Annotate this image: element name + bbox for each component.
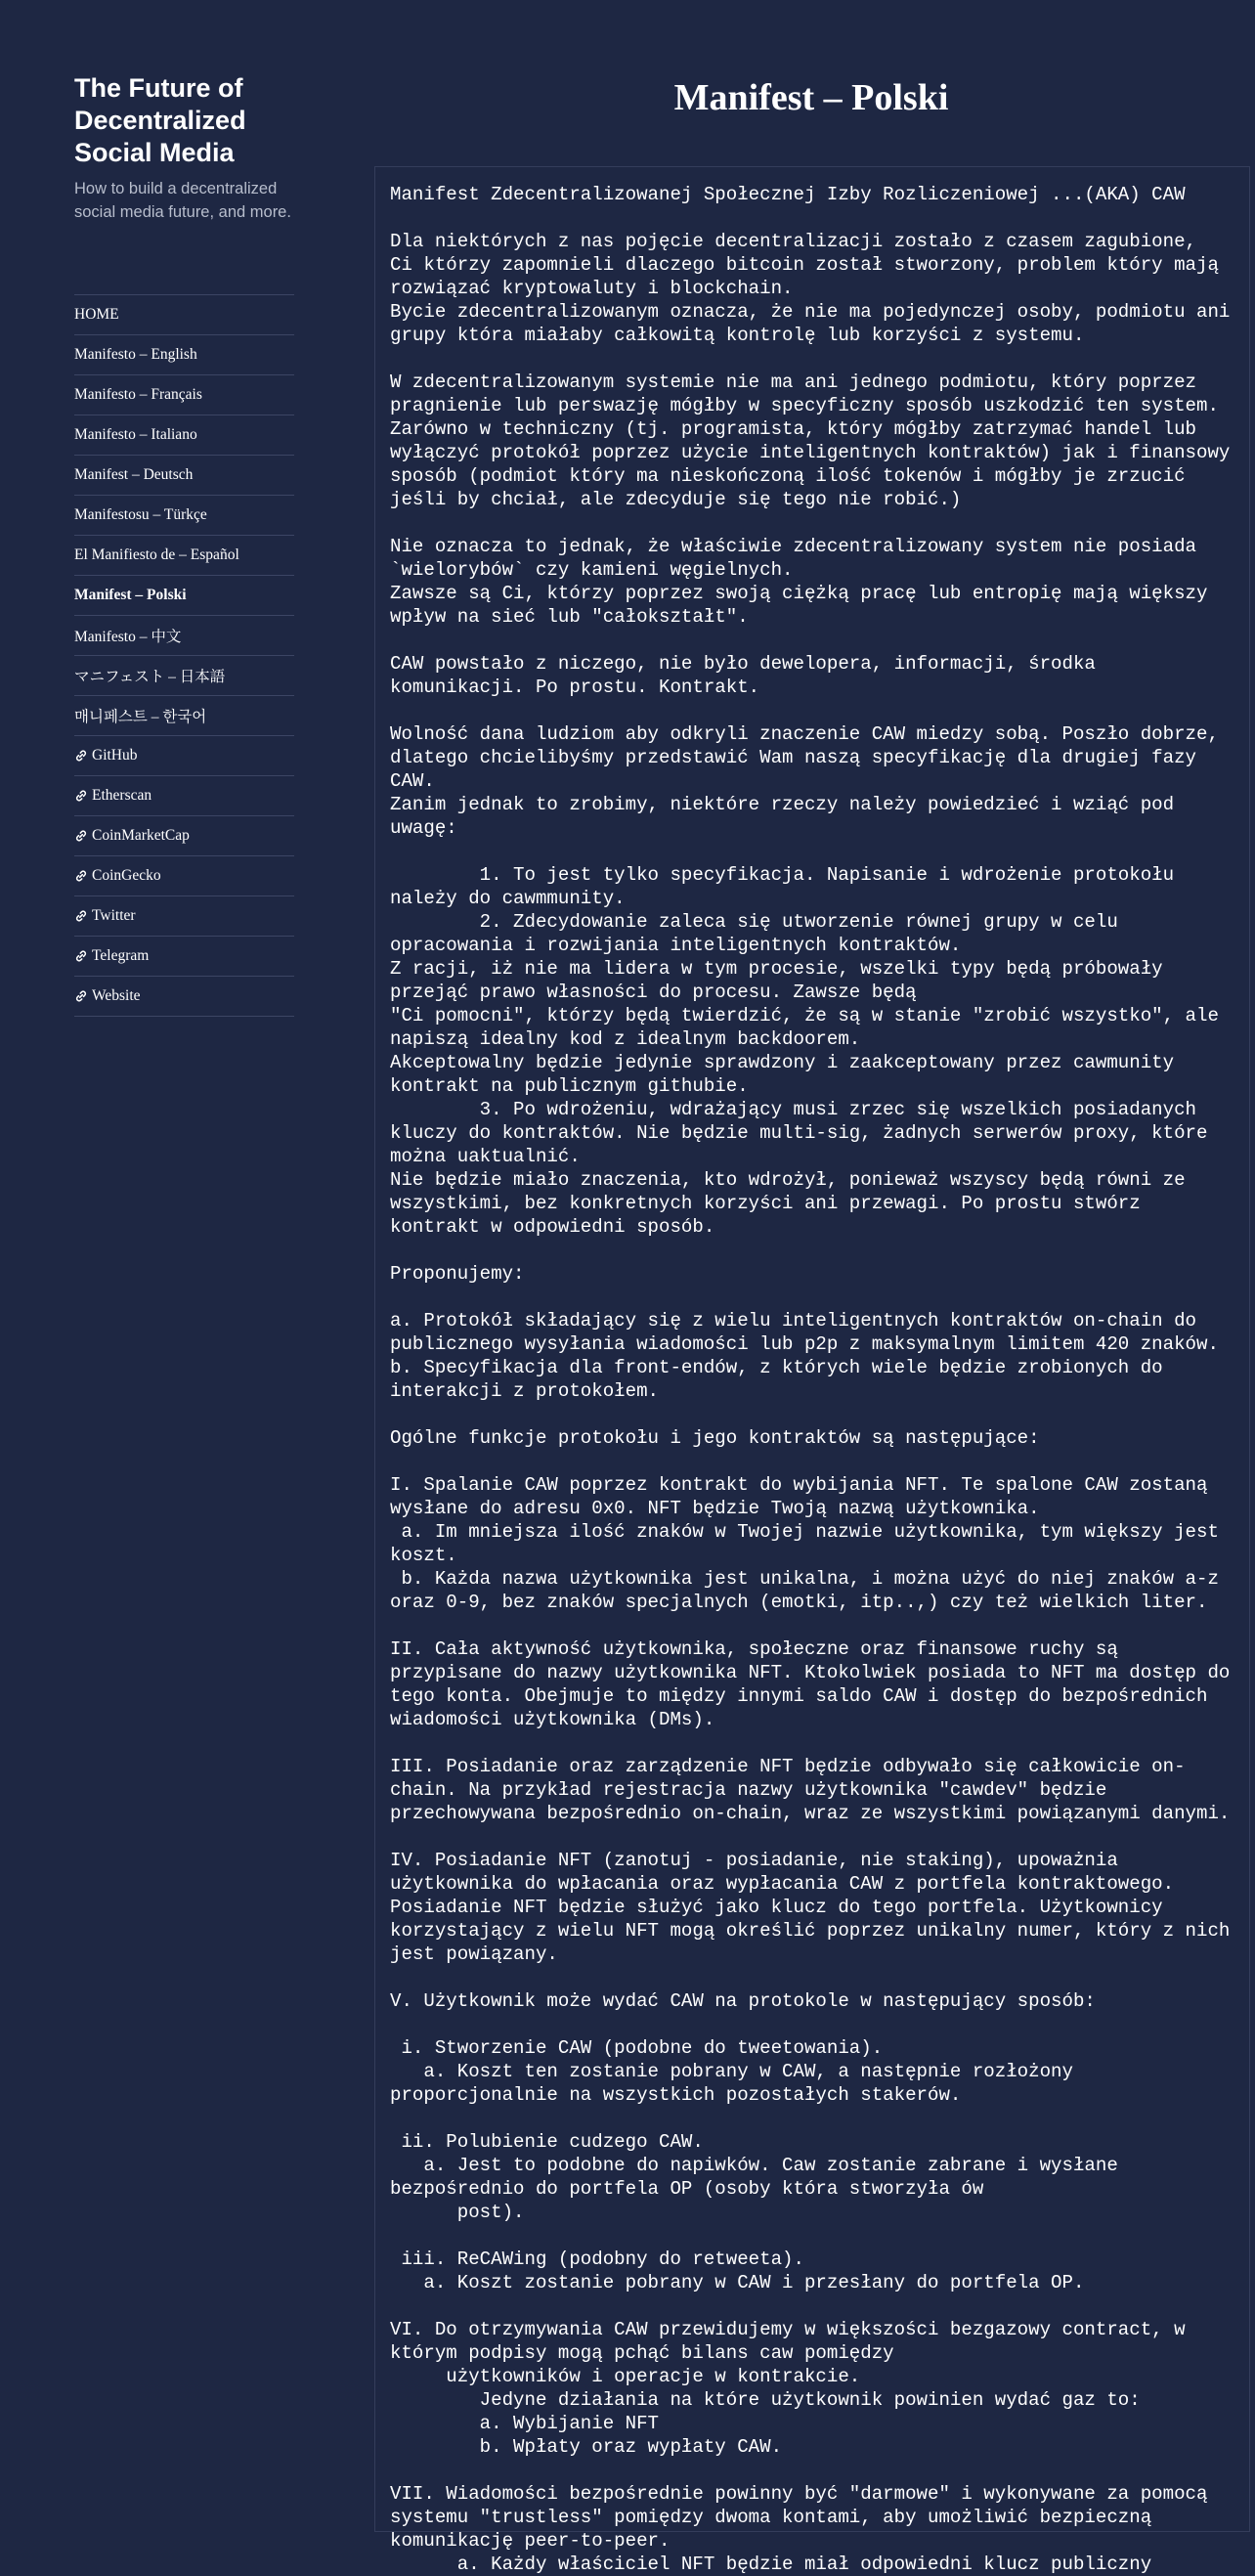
nav-item-el-manifiesto-de-espa-ol[interactable]: [74, 536, 294, 576]
manifesto-content: [374, 166, 1250, 2575]
link-icon: [74, 829, 88, 843]
nav-item-label: CoinGecko: [92, 867, 161, 884]
nav-item-manifest-polski[interactable]: [74, 576, 294, 616]
manifesto-text: Manifest Zdecentralizowanej Społecznej Izby Rozliczeniowej ...(AKA) CAW Dla niektórych z nas pojęcie decentralizacji zostało z czasem zagubione, Ci którzy zapomnieli dlaczego bitcoin został stworzony, problem który mają rozwiązać kryptowaluty i blockchain. Bycie zdecentralizowanym oznacza, że nie ma pojedynczej osoby, podmiotu ani grupy która miałaby całkowitą kontrolę lub korzyści z systemu. W zdecentralizowanym systemie nie ma ani jednego podmiotu, który poprzez pragnienie lub perswazję mógłby w specyficzny sposób uszkodzić ten system. Zarówno w techniczny (tj. programista, który mógłby zatrzymać handel lub wyłączyć protokół poprzez użycie inteligentnych kontraktów) jak i finansowy sposób (podmiot który ma nieskończoną ilość tokenów i mógłby je zrzucić jeśli by chciał, ale zdecyduje się tego nie robić.) Nie oznacza to jednak, że właściwie zdecentralizowany system nie posiada `wielorybów` czy kamieni węgielnych. Zawsze są Ci, którzy poprzez swoją ciężką pracę lub entropię mają większy wpływ na sieć lub "całokształt". CAW powstało z niczego, nie było dewelopera, informacji, środka komunikacji. Po prostu. Kontrakt. Wolność dana ludziom aby odkryli znaczenie CAW miedzy sobą. Poszło dobrze, dlatego chcielibyśmy przedstawić Wam naszą specyfikację dla drugiej fazy CAW. Zanim jednak to zrobimy, niektóre rzeczy należy powiedzieć i wziąć pod uwagę: 1. To jest tylko specyfikacja. Napisanie i wdrożenie protokołu należy do cawmmunity. 2. Zdecydowanie zaleca się utworzenie równej grupy w celu opracowania i rozwijania inteligentnych kontraktów. Z racji, iż nie ma lidera w tym procesie, wszelki typy będą próbowały przejąć prawo własności do procesu. Zawsze będą "Ci pomocni", którzy będą twierdzić, że są w stanie "zrobić wszystko", ale napiszą idealny kod z idealnym backdoorem. Akceptowalny będzie jedynie sprawdzony i zaakceptowany przez cawmunity kontrakt na publicznym githubie. 3. Po wdrożeniu, wdrażający musi zrzec się wszelkich posiadanych kluczy do kontraktów. Nie będzie multi-sig, żadnych serwerów proxy, które można uaktualnić. Nie będzie miało znaczenia, kto wdrożył, ponieważ wszyscy będą równi ze wszystkimi, bez konkretnych korzyści ani przewagi. Po prostu stwórz kontrakt w odpowiedni sposób. Proponujemy: a. Protokół składający się z wielu inteligentnych kontraktów on-chain do publicznego wysyłania wiadomości lub p2p z maksymalnym limitem 420 znaków. b. Specyfikacja dla front-endów, z których wiele będzie zrobionych do interakcji z protokołem. Ogólne funkcje protokołu i jego kontraktów są następujące: I. Spalanie CAW poprzez kontrakt do wybijania NFT. Te spalone CAW zostaną wysłane do adresu 0x0. NFT będzie Twoją nazwą użytkownika. a. Im mniejsza ilość znaków w Twojej nazwie użytkownika, tym większy jest koszt. b. Każda nazwa użytkownika jest unikalna, i można użyć do niej znaków a-z oraz 0-9, bez znaków specjalnych (emotki, itp..,) czy też wielkich liter. II. Cała aktywność użytkownika, społeczne oraz finansowe ruchy są przypisane do nazwy użytkownika NFT. Ktokolwiek posiada to NFT ma dostęp do tego konta. Obejmuje to między innymi saldo CAW i dostęp do bezpośrednich wiadomości użytkownika (DMs). III. Posiadanie oraz zarządzenie NFT będzie odbywało się całkowicie on-chain. Na przykład rejestracja nazwy użytkownika "cawdev" będzie przechowywana bezpośrednio on-chain, wraz ze wszystkimi powiązanymi danymi. IV. Posiadanie NFT (zanotuj - posiadanie, nie staking), upoważnia użytkownika do wpłacania oraz wypłacania CAW z portfela kontraktowego. Posiadanie NFT będzie służyć jako klucz do tego portfela. Użytkownicy korzystający z wielu NFT mogą określić poprzez unikalny numer, który z nich jest powiązany. V. Użytkownik może wydać CAW na protokole w następujący sposób: i. Stworzenie CAW (podobne do tweetowania). a. Koszt ten zostanie pobrany w CAW, a następnie rozłożony proporcjonalnie na wszystkich pozostałych stakerów. ii. Polubienie cudzego CAW. a. Jest to podobne do napiwków. Caw zostanie zabrane i wysłane bezpośrednio do portfela OP (osoby która stworzyła ów post). iii. ReCAWing (podobny do retweeta). a. Koszt zostanie pobrany w CAW i przesłany do portfela OP. VI. Do otrzymywania CAW przewidujemy w większości bezgazowy contract, w którym podpisy mogą pchąć bilans caw pomiędzy użytkowników i operacje w kontrakcie. Jedyne działania na które użytkownik powinien wydać gaz to: a. Wybijanie NFT b. Wpłaty oraz wypłaty CAW. VII. Wiadomości bezpośrednie powinny być "darmowe" i wykonywane za pomocą systemu "trustless" pomiędzy dwoma kontami, aby umożliwić bezpieczną komunikację peer-to-peer. a. Każdy właściciel NFT będzie miał odpowiedni klucz publiczny: [390, 184, 1231, 2575]
nav-item-website[interactable]: [74, 977, 294, 1017]
nav-item-label: El Manifiesto de – Español: [74, 546, 239, 563]
nav-item-label: HOME: [74, 306, 119, 323]
nav-item-label: Website: [92, 987, 141, 1004]
link-icon: [74, 789, 88, 803]
link-icon: [74, 949, 88, 963]
nav-item-home[interactable]: [74, 295, 294, 335]
nav-item-coingecko[interactable]: [74, 856, 294, 896]
nav-item-manifesto-fran-ais[interactable]: [74, 375, 294, 415]
nav-item-twitter[interactable]: [74, 896, 294, 937]
sidebar: [74, 72, 294, 1017]
nav-item-item-10[interactable]: [74, 696, 294, 736]
link-icon: [74, 909, 88, 923]
nav-item-label: Manifest – Deutsch: [74, 466, 194, 483]
nav-item-label: Manifesto – 中文: [74, 629, 182, 645]
nav-item-coinmarketcap[interactable]: [74, 816, 294, 856]
link-icon: [74, 749, 88, 763]
nav-item-label: Manifestosu – Türkçe: [74, 506, 207, 523]
nav-item-item-9[interactable]: [74, 656, 294, 696]
nav-item-label: Manifest – Polski: [74, 587, 187, 603]
nav-item-label: Telegram: [92, 947, 150, 964]
nav-item-manifest-deutsch[interactable]: [74, 456, 294, 496]
sidebar-nav: [74, 294, 294, 1017]
site-title[interactable]: The Future of Decentralized Social Media: [74, 73, 246, 167]
nav-item-manifesto-italiano[interactable]: [74, 415, 294, 456]
link-icon: [74, 989, 88, 1003]
nav-item-label: CoinMarketCap: [92, 827, 190, 844]
nav-item-manifesto-english[interactable]: [74, 335, 294, 375]
nav-item-manifestosu-t-rk-e[interactable]: [74, 496, 294, 536]
nav-item-label: Manifesto – English: [74, 346, 197, 363]
nav-item-label: GitHub: [92, 747, 138, 764]
page-title: Manifest – Polski: [673, 77, 949, 118]
site-description: How to build a decentralized social media future, and more.: [74, 180, 291, 221]
nav-item-label: 매니페스트 – 한국어: [74, 709, 207, 725]
nav-item-label: Manifesto – Français: [74, 386, 202, 403]
nav-item-etherscan[interactable]: [74, 776, 294, 816]
nav-item-label: マニフェスト – 日本語: [74, 669, 226, 685]
nav-item-label: Twitter: [92, 907, 136, 924]
nav-item-github[interactable]: [74, 736, 294, 776]
nav-item-telegram[interactable]: [74, 937, 294, 977]
link-icon: [74, 869, 88, 883]
nav-item-label: Manifesto – Italiano: [74, 426, 197, 443]
nav-item-manifesto[interactable]: [74, 616, 294, 656]
nav-item-label: Etherscan: [92, 787, 152, 804]
